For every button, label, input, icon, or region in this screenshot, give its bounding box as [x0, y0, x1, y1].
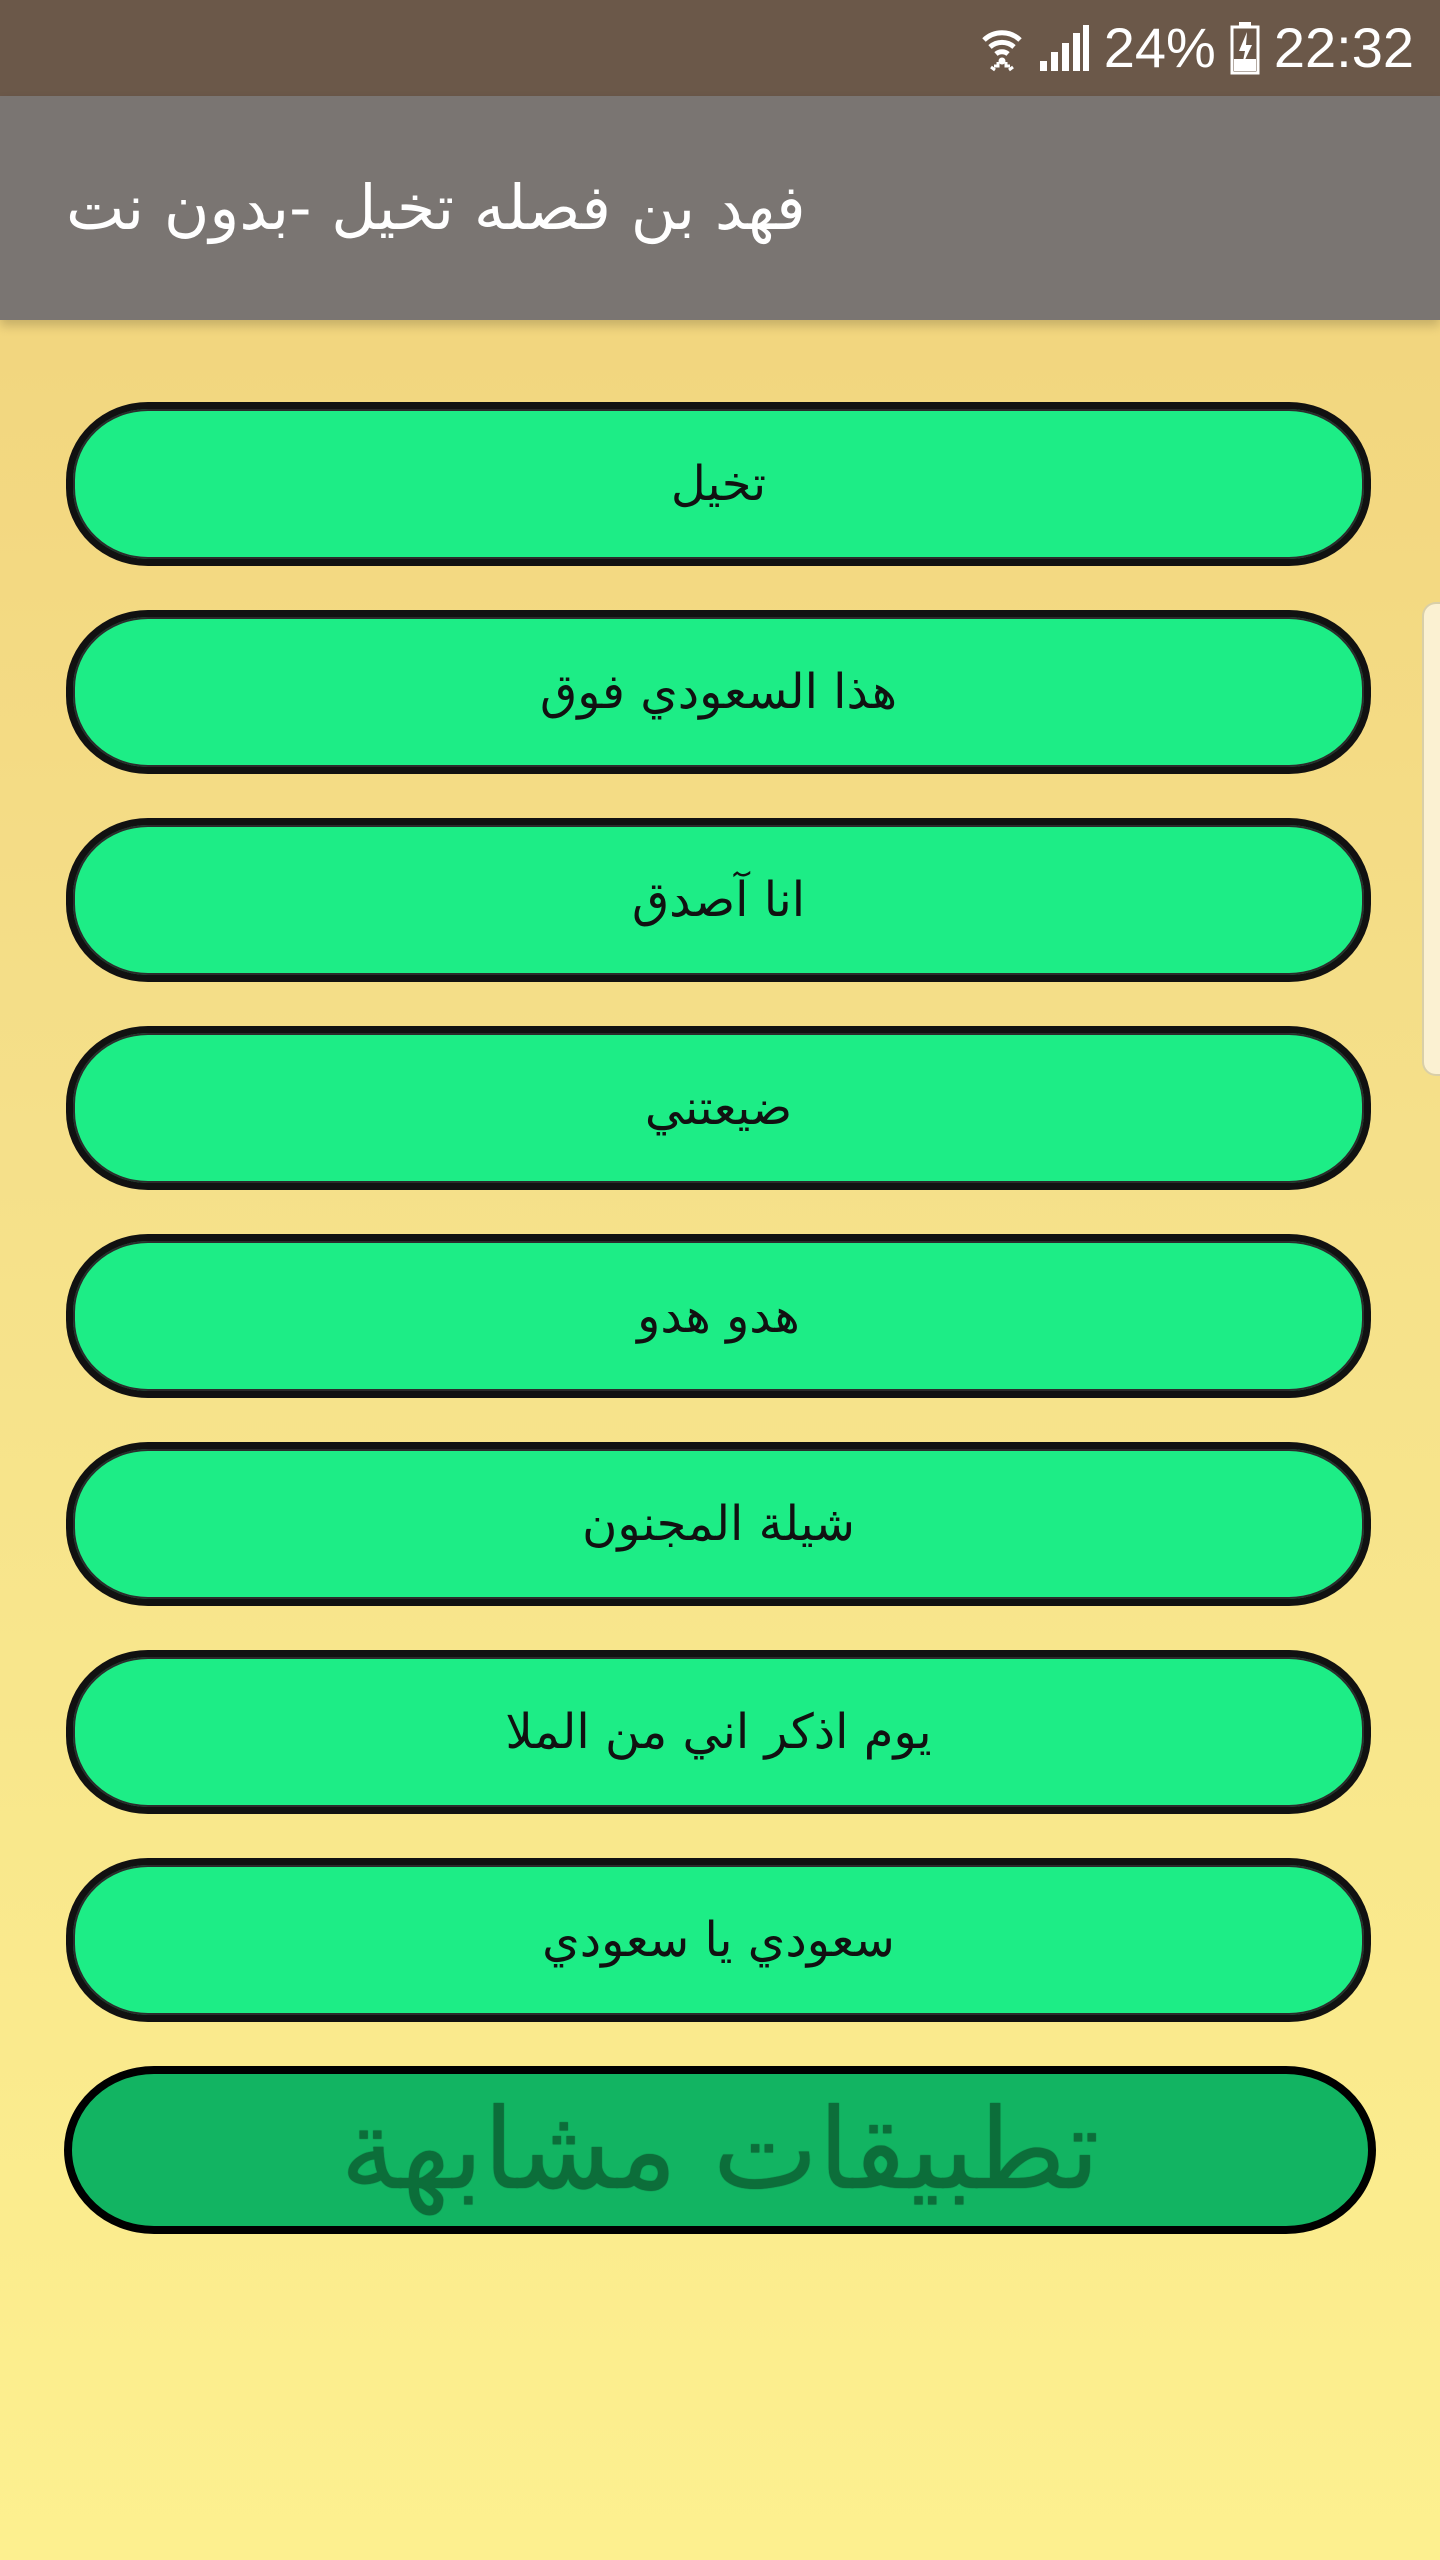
app-bar — [0, 96, 1440, 320]
battery-charging-icon — [1230, 21, 1260, 75]
menu-button-yawm-athkur[interactable] — [66, 1650, 1371, 1814]
wifi-icon — [980, 22, 1024, 74]
similar-apps-label: تطبيقات مشابهة — [340, 2085, 1100, 2215]
menu-button-label: تخيل — [670, 456, 767, 512]
menu-button-label: يوم اذكر اني من الملا — [505, 1704, 932, 1760]
menu-button-ana-asdaq[interactable] — [66, 818, 1371, 982]
menu-button-label: هدو هدو — [637, 1288, 800, 1344]
similar-apps-button[interactable] — [64, 2066, 1376, 2234]
status-bar — [0, 0, 1440, 96]
status-icons — [980, 0, 1414, 96]
menu-button-saudi-ya-saudi[interactable] — [66, 1858, 1371, 2022]
menu-button-dayaatni[interactable] — [66, 1026, 1371, 1190]
menu-button-label: شيلة المجنون — [582, 1496, 855, 1552]
scrollbar-handle[interactable] — [1422, 602, 1440, 1076]
menu-button-sheelat-almajnoon[interactable] — [66, 1442, 1371, 1606]
menu-button-hadu-hadu[interactable] — [66, 1234, 1371, 1398]
menu-list — [66, 402, 1371, 2066]
menu-button-label: ضيعتني — [644, 1080, 793, 1136]
menu-button-hatha-alsaudi[interactable] — [66, 610, 1371, 774]
menu-button-takhayal[interactable] — [66, 402, 1371, 566]
battery-percentage: 24% — [1103, 16, 1216, 79]
menu-button-label: سعودي يا سعودي — [542, 1912, 895, 1968]
page-title: فهد بن فصله تخيل -بدون نت — [66, 171, 806, 244]
menu-button-label: انا آصدق — [631, 872, 806, 928]
clock: 22:32 — [1273, 16, 1414, 79]
signal-icon — [1038, 23, 1090, 73]
menu-button-label: هذا السعودي فوق — [539, 664, 898, 720]
